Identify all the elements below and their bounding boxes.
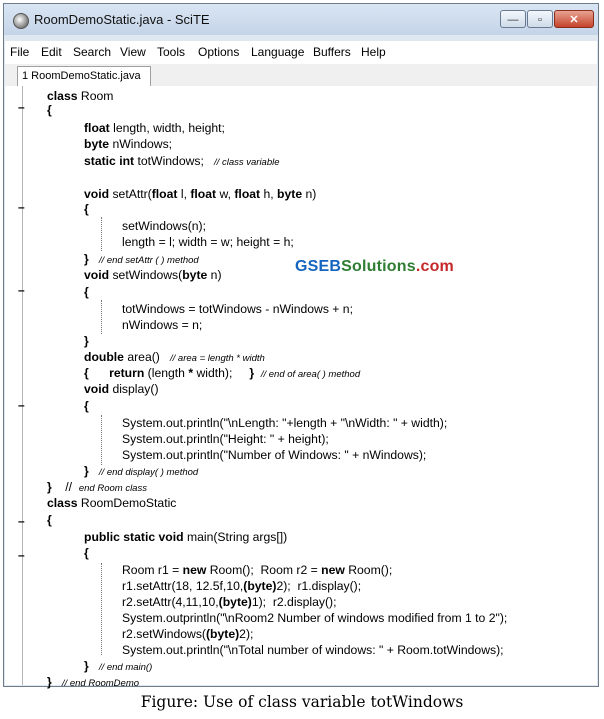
code-line: r1.setAttr(18, 12.5f,10,(byte)2); r1.display();	[122, 579, 362, 593]
code-line: length = l; width = w; height = h;	[122, 235, 294, 249]
code-line: { return (length * width); } // end of area( ) method	[84, 366, 361, 380]
close-button[interactable]: ✕	[554, 10, 594, 28]
menu-language[interactable]: Language	[251, 45, 305, 59]
tab-roomdemostatic[interactable]: 1 RoomDemoStatic.java	[17, 66, 151, 86]
code-line: Room r1 = new Room(); Room r2 = new Room();	[122, 563, 393, 577]
menu-edit[interactable]: Edit	[41, 45, 62, 59]
code-line: public static void main(String args[])	[84, 530, 288, 544]
tab-bar	[5, 64, 597, 86]
fold-marker[interactable]: –	[18, 398, 25, 412]
menu-help[interactable]: Help	[361, 45, 386, 59]
menu-view[interactable]: View	[120, 45, 146, 59]
menu-tools[interactable]: Tools	[157, 45, 186, 59]
code-line: {	[84, 546, 89, 560]
code-line: {	[84, 399, 89, 413]
code-line: setWindows(n);	[122, 219, 206, 233]
code-line: void setAttr(float l, float w, float h, byte n)	[84, 187, 317, 201]
fold-marker[interactable]: –	[18, 100, 25, 114]
code-line: } // end main()	[84, 659, 153, 673]
code-line: class Room	[47, 89, 114, 103]
fold-marker[interactable]: –	[18, 283, 25, 297]
code-line: System.out.println("Number of Windows: " + nWindows);	[122, 448, 427, 462]
code-line: static int totWindows; // class variable	[84, 154, 280, 168]
indent-guide	[101, 563, 102, 655]
minimize-button[interactable]: —	[500, 10, 526, 28]
code-editor[interactable]	[5, 86, 597, 689]
maximize-button[interactable]: ▫	[527, 10, 553, 28]
watermark-part-1: GSEB	[295, 258, 342, 275]
indent-guide	[101, 415, 102, 465]
watermark-part-2: Solutions	[341, 258, 416, 275]
code-line: r2.setWindows((byte)2);	[122, 627, 254, 641]
window-title: RoomDemoStatic.java - SciTE	[34, 12, 210, 27]
code-line: void setWindows(byte n)	[84, 268, 222, 282]
code-line: class RoomDemoStatic	[47, 496, 177, 510]
code-line: System.out.println("\nLength: "+length + "\nWidth: " + width);	[122, 416, 448, 430]
code-line: System.out.println("\nTotal number of windows: " + Room.totWindows);	[122, 643, 504, 657]
code-line: double area() // area = length * width	[84, 350, 265, 364]
code-line: } // end display( ) method	[84, 464, 199, 478]
code-line: } // end RoomDemo	[47, 675, 140, 689]
watermark-part-3: .com	[415, 258, 454, 275]
margin-divider	[22, 86, 23, 685]
title-bar[interactable]	[4, 4, 598, 35]
code-line: byte nWindows;	[84, 137, 173, 151]
menu-bar	[5, 41, 597, 65]
code-line: void display()	[84, 382, 159, 396]
code-line: } // end Room class	[47, 480, 147, 494]
menu-file[interactable]: File	[10, 45, 30, 59]
code-line: {	[84, 202, 89, 216]
code-line: nWindows = n;	[122, 318, 203, 332]
code-line: totWindows = totWindows - nWindows + n;	[122, 302, 353, 316]
menu-buffers[interactable]: Buffers	[313, 45, 351, 59]
menu-options[interactable]: Options	[198, 45, 240, 59]
code-line: {	[84, 285, 89, 299]
code-line: r2.setAttr(4,11,10,(byte)1); r2.display();	[122, 595, 337, 609]
code-line: float length, width, height;	[84, 121, 225, 135]
fold-marker[interactable]: –	[18, 514, 25, 528]
code-line: System.out.println("Height: " + height);	[122, 432, 329, 446]
fold-margin[interactable]	[5, 86, 19, 685]
code-line: }	[84, 334, 89, 348]
code-line: {	[47, 103, 52, 117]
fold-marker[interactable]: –	[18, 200, 25, 214]
indent-guide	[101, 300, 102, 334]
indent-guide	[101, 217, 102, 251]
figure-caption: Figure: Use of class variable totWindows	[140, 693, 464, 711]
code-line: System.outprintln("\nRoom2 Number of windows modified from 1 to 2");	[122, 611, 508, 625]
menu-search[interactable]: Search	[73, 45, 112, 59]
code-line: } // end setAttr ( ) method	[84, 252, 199, 266]
fold-marker[interactable]: –	[18, 548, 25, 562]
scite-app-icon	[13, 13, 29, 29]
code-line: {	[47, 513, 52, 527]
gsebsolutions-watermark	[295, 258, 454, 276]
scite-window	[3, 3, 599, 687]
